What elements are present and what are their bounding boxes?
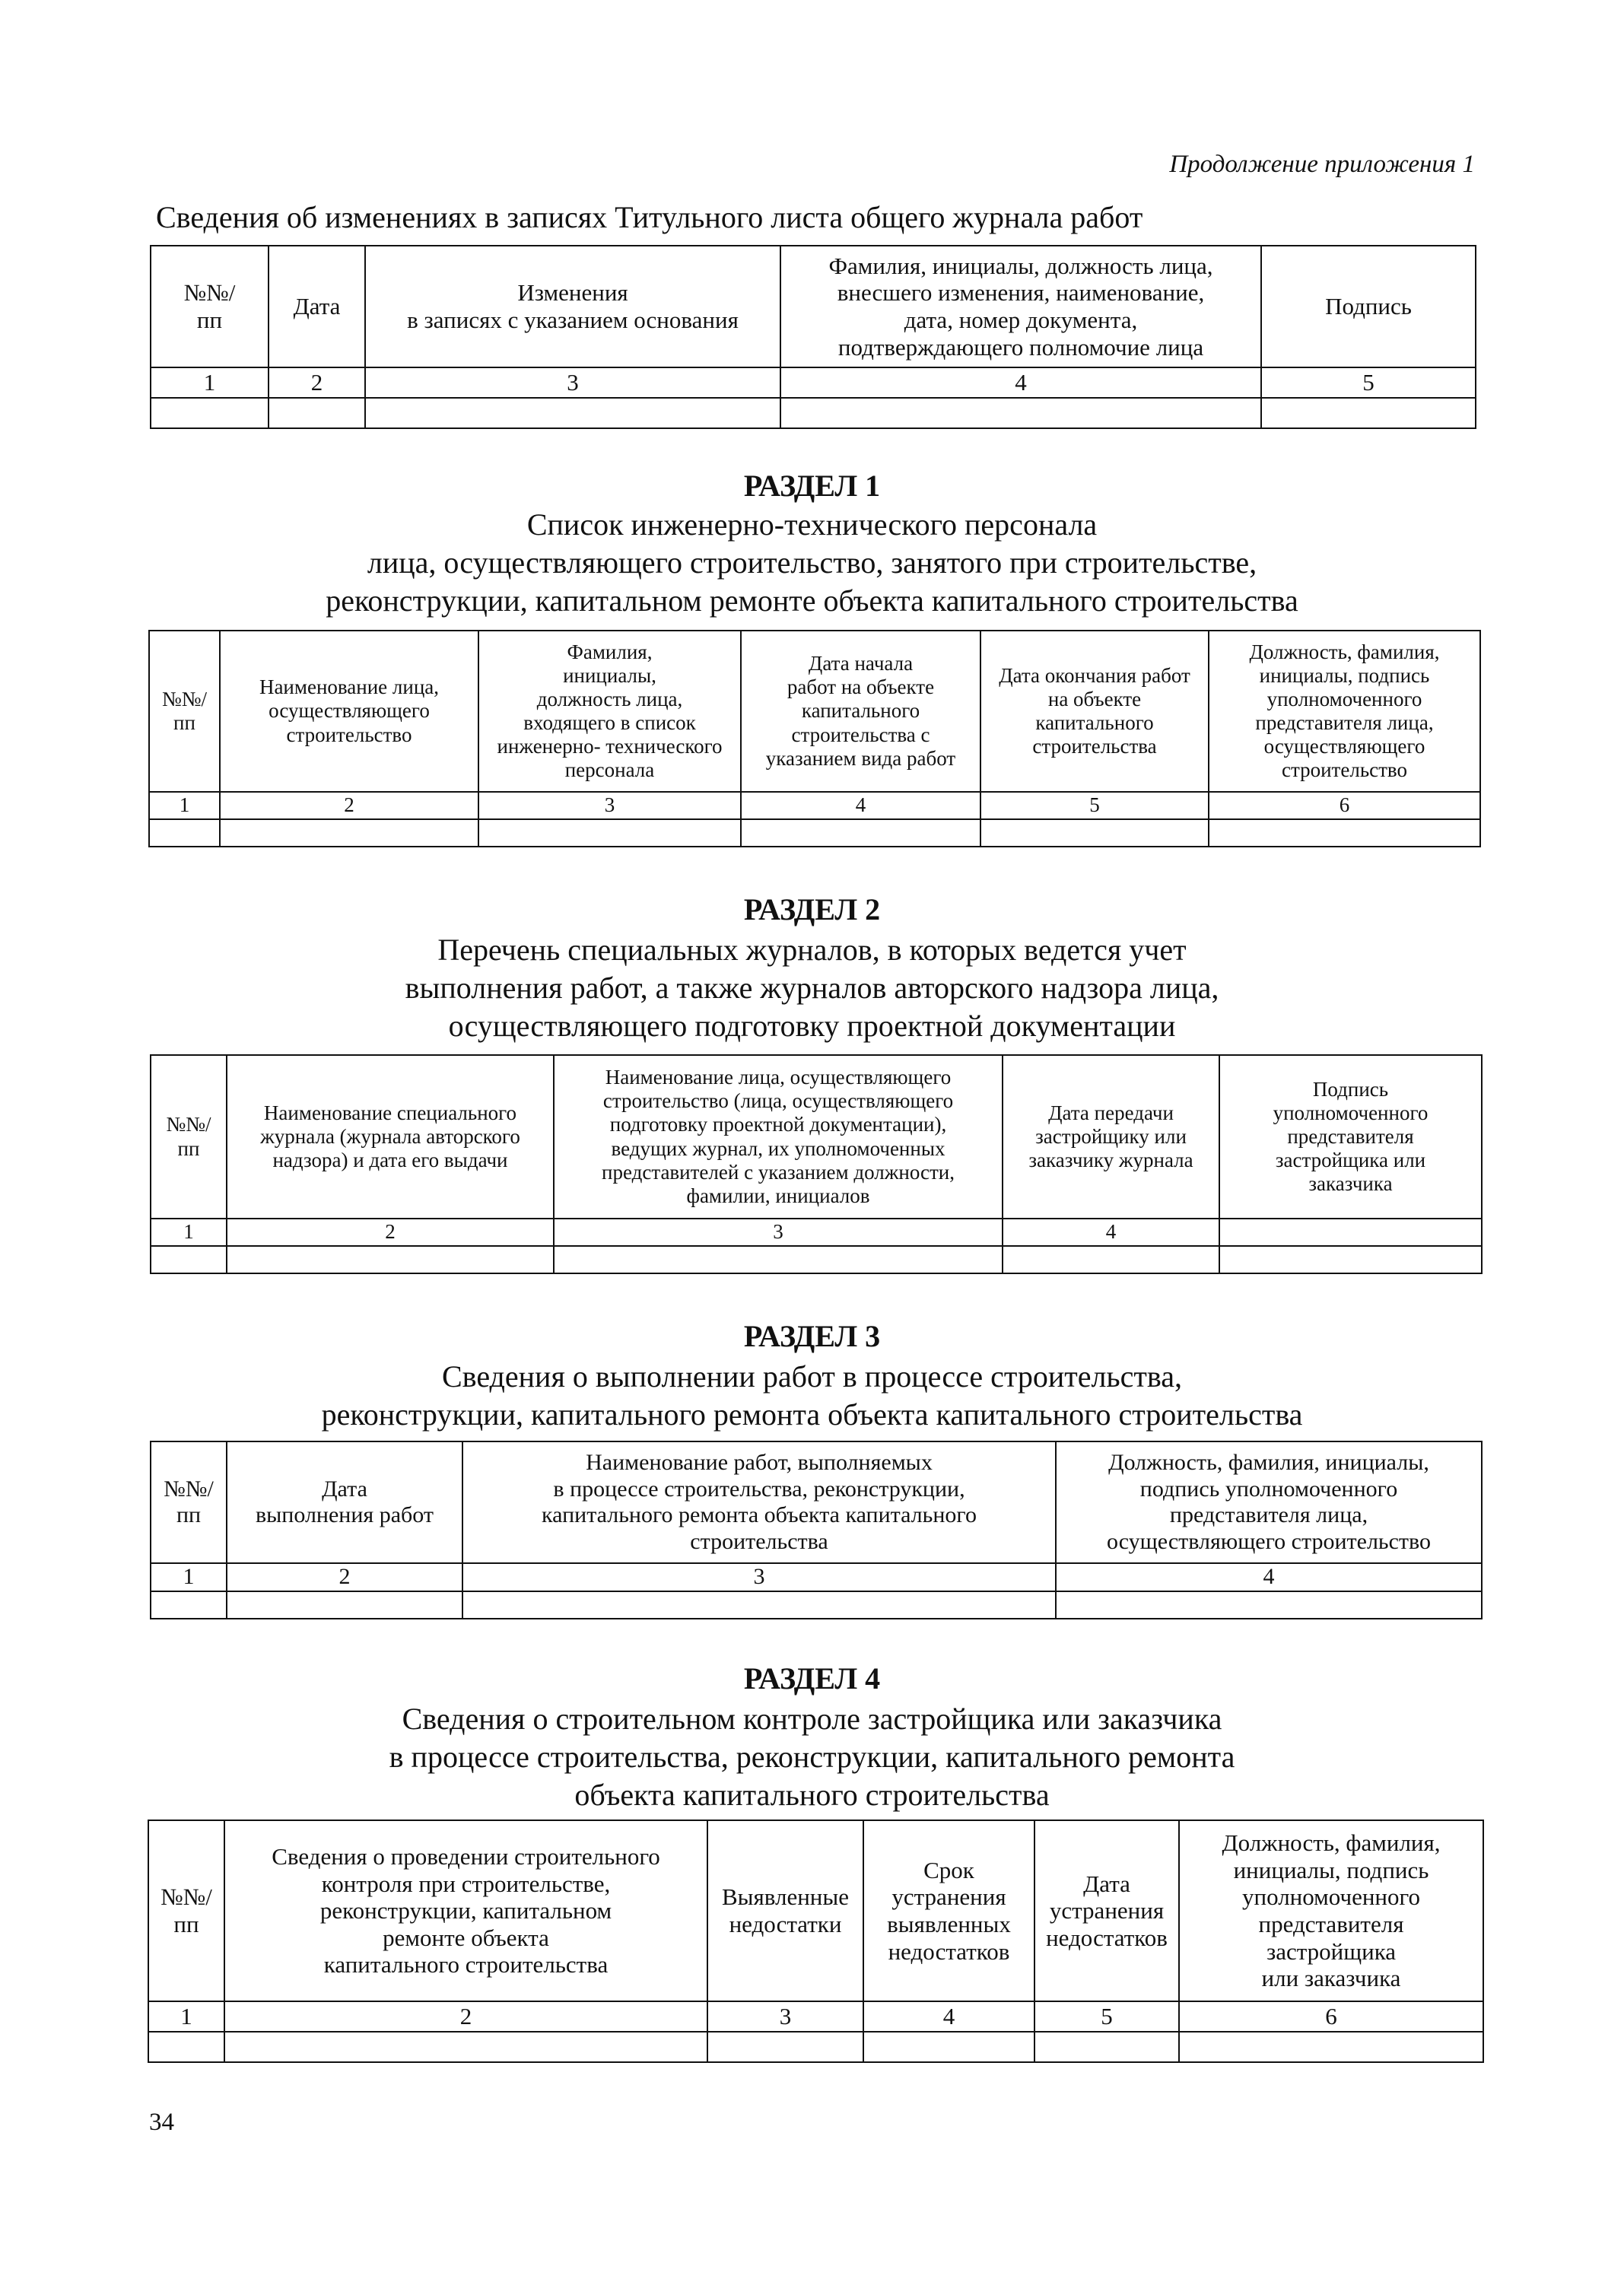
header-line: Наименование специального: [263, 1101, 517, 1124]
header-line: заказчика: [1308, 1172, 1393, 1196]
header-line: на объекте: [1047, 687, 1142, 710]
column-number-cell: 4: [741, 792, 980, 819]
header-line: уполномоченного: [1242, 1883, 1420, 1911]
column-number-cell: 4: [863, 2001, 1034, 2032]
header-cell: [780, 246, 1261, 367]
header-line: строительство: [1282, 758, 1407, 782]
header-line: должность лица,: [536, 687, 683, 710]
header-line: инициалы, подпись: [1233, 1856, 1429, 1883]
empty-cell[interactable]: [1179, 2032, 1483, 2062]
header-line: Срок: [923, 1856, 974, 1883]
empty-cell[interactable]: [269, 398, 365, 428]
header-line: выполнения работ: [255, 1502, 434, 1527]
header-line: пп: [173, 1911, 199, 1937]
empty-row: [151, 1591, 1482, 1619]
title-line: реконструкции, капитальном ремонте объекта капитального строительства: [326, 583, 1298, 618]
header-line: №№/: [160, 1883, 212, 1911]
header-line: строительство (лица, осуществляющего: [602, 1089, 954, 1113]
column-number-cell: 5: [1034, 2001, 1179, 2032]
column-number-cell: 2: [227, 1563, 462, 1591]
header-line: ремонте объекта: [383, 1924, 549, 1951]
column-number-cell: 4: [1003, 1219, 1219, 1246]
header-line: ведущих журнал, их уполномоченных: [611, 1136, 945, 1160]
header-row: [151, 246, 1476, 367]
header-line: пп: [177, 1136, 200, 1160]
header-line: строительства с: [791, 723, 930, 746]
empty-cell[interactable]: [780, 398, 1261, 428]
empty-row: [148, 2032, 1483, 2062]
header-line: уполномоченного: [1273, 1101, 1429, 1124]
number-row: [151, 1563, 1482, 1591]
header-line: недостатки: [729, 1911, 842, 1937]
header-line: представителя лица,: [1169, 1502, 1368, 1527]
header-cell: [1261, 246, 1476, 367]
header-line: внесшего изменения, наименование,: [837, 279, 1205, 307]
header-line: Выявленные: [722, 1883, 849, 1911]
header-cell: [1056, 1441, 1482, 1563]
empty-cell[interactable]: [1003, 1246, 1219, 1273]
header-line: №№/: [166, 1113, 211, 1136]
header-line: осуществляющего: [269, 699, 430, 723]
header-cell: [148, 1820, 224, 2001]
header-row: [151, 1441, 1482, 1563]
header-line: строительства: [1032, 735, 1157, 758]
header-line: инженерно- технического: [497, 735, 723, 758]
header-cell: [1219, 1055, 1482, 1219]
header-cell: [227, 1441, 462, 1563]
intro-title: Сведения об изменениях в записях Титульного листа общего журнала работ: [156, 200, 1143, 234]
header-cell: [220, 631, 478, 792]
header-cell: [151, 246, 269, 367]
header-line: в записях с указанием основания: [407, 307, 739, 333]
header-line: представителя лица,: [1255, 711, 1434, 734]
title-line: лица, осуществляющего строительство, занятого при строительстве,: [367, 545, 1257, 580]
header-line: заказчику журнала: [1028, 1149, 1193, 1172]
empty-cell[interactable]: [220, 819, 478, 847]
header-cell: [227, 1055, 554, 1219]
column-number-cell: 1: [151, 367, 269, 398]
column-number-cell: 3: [554, 1219, 1003, 1246]
column-number-cell: 3: [462, 1563, 1056, 1591]
empty-cell[interactable]: [707, 2032, 863, 2062]
empty-row: [151, 1246, 1482, 1273]
header-line: устранения: [1049, 1897, 1165, 1924]
header-line: №№/: [164, 1476, 214, 1502]
empty-cell[interactable]: [980, 819, 1209, 847]
column-number-cell: 6: [1209, 792, 1480, 819]
header-cell: [224, 1820, 707, 2001]
header-cell: [1003, 1055, 1219, 1219]
section2-title: [0, 931, 1624, 1045]
empty-cell[interactable]: [462, 1591, 1056, 1619]
column-number-cell: 2: [227, 1219, 554, 1246]
header-line: Дата: [1083, 1870, 1130, 1897]
section2-heading: РАЗДЕЛ 2: [743, 892, 881, 926]
header-line: Подпись: [1312, 1077, 1389, 1101]
empty-row: [151, 398, 1476, 428]
empty-row: [149, 819, 1480, 847]
header-row: [151, 1055, 1482, 1219]
header-line: пп: [196, 307, 223, 333]
header-line: капитального: [1035, 711, 1154, 734]
header-line: работ на объекте: [787, 675, 935, 699]
header-line: реконструкции, капитальном: [319, 1897, 612, 1924]
header-line: строительство: [286, 723, 412, 746]
header-cell: [462, 1441, 1056, 1563]
column-number-cell: 4: [1056, 1563, 1482, 1591]
column-number-cell: 1: [151, 1219, 227, 1246]
header-line: Наименование лица, осуществляющего: [605, 1066, 952, 1089]
header-cell: [478, 631, 741, 792]
header-line: представителей с указанием должности,: [602, 1160, 955, 1184]
title-line: Сведения о строительном контроле застройщика или заказчика: [402, 1702, 1222, 1736]
column-number-cell: 2: [220, 792, 478, 819]
title-line: Перечень специальных журналов, в которых ведется учет: [437, 933, 1187, 967]
header-cell: [151, 1055, 227, 1219]
column-number-cell: 5: [1261, 367, 1476, 398]
header-line: Дата начала: [808, 652, 914, 675]
number-row: [151, 1219, 1482, 1246]
header-line: Подпись: [1325, 293, 1412, 320]
header-line: указанием вида работ: [765, 746, 956, 770]
empty-cell[interactable]: [741, 819, 980, 847]
empty-cell[interactable]: [365, 398, 780, 428]
empty-cell[interactable]: [151, 1246, 227, 1273]
header-line: застройщика: [1266, 1937, 1397, 1965]
empty-cell[interactable]: [227, 1246, 554, 1273]
empty-cell[interactable]: [149, 819, 220, 847]
title-line: Список инженерно-технического персонала: [526, 507, 1098, 542]
header-line: в процессе строительства, реконструкции,: [553, 1476, 965, 1502]
section3-table: [150, 1441, 1483, 1619]
header-line: Дата передачи: [1048, 1101, 1174, 1124]
header-line: фамилии, инициалов: [686, 1184, 870, 1207]
header-line: №№/: [183, 279, 236, 307]
empty-cell[interactable]: [863, 2032, 1034, 2062]
header-cell: [707, 1820, 863, 2001]
header-row: [149, 631, 1480, 792]
empty-cell[interactable]: [1034, 2032, 1179, 2062]
header-line: застройщику или: [1035, 1124, 1187, 1148]
header-line: инициалы,: [563, 663, 656, 687]
header-line: недостатков: [888, 1937, 1010, 1965]
header-cell: [149, 631, 220, 792]
empty-cell[interactable]: [227, 1591, 462, 1619]
column-number-cell: 3: [707, 2001, 863, 2032]
column-number-cell: 6: [1179, 2001, 1483, 2032]
header-line: подтверждающего полномочие лица: [837, 333, 1204, 361]
header-line: подготовку проектной документации),: [609, 1113, 947, 1136]
header-line: №№/: [161, 687, 208, 710]
column-number-cell: 1: [151, 1563, 227, 1591]
section1-title: [0, 506, 1624, 620]
title-line: осуществляющего подготовку проектной документации: [448, 1009, 1176, 1043]
header-row: [148, 1820, 1483, 2001]
column-number-cell: 1: [149, 792, 220, 819]
header-cell: [365, 246, 780, 367]
empty-cell[interactable]: [1219, 1246, 1482, 1273]
section1-table: [148, 630, 1481, 847]
header-cell: [1179, 1820, 1483, 2001]
header-cell: [269, 246, 365, 367]
section4-heading: РАЗДЕЛ 4: [743, 1661, 881, 1696]
column-number-cell: 1: [148, 2001, 224, 2032]
header-line: дата, номер документа,: [904, 307, 1138, 333]
header-line: Дата окончания работ: [999, 663, 1190, 687]
header-line: представителя: [1258, 1911, 1404, 1937]
section4-title: [0, 1700, 1624, 1814]
header-line: недостатков: [1046, 1924, 1168, 1951]
header-line: пп: [176, 1502, 202, 1527]
empty-cell[interactable]: [1209, 819, 1480, 847]
header-line: или заказчика: [1261, 1965, 1401, 1992]
column-number-cell: [1219, 1219, 1482, 1246]
column-number-cell: 5: [980, 792, 1209, 819]
empty-cell[interactable]: [151, 1591, 227, 1619]
header-line: представителя: [1287, 1124, 1414, 1148]
intro-table: [150, 245, 1476, 429]
section4-table: [148, 1820, 1484, 2063]
title-line: реконструкции, капитального ремонта объекта капитального строительства: [321, 1397, 1303, 1432]
header-line: журнала (журнала авторского: [260, 1124, 520, 1148]
header-cell: [1209, 631, 1480, 792]
header-line: уполномоченного: [1266, 687, 1422, 710]
header-cell: [554, 1055, 1003, 1219]
header-cell: [151, 1441, 227, 1563]
header-line: Фамилия, инициалы, должность лица,: [828, 252, 1213, 279]
header-line: Изменения: [517, 279, 628, 307]
header-line: Должность, фамилия,: [1222, 1829, 1441, 1857]
empty-cell[interactable]: [1261, 398, 1476, 428]
column-number-cell: 2: [269, 367, 365, 398]
header-line: капитального: [801, 699, 920, 723]
section1-heading: РАЗДЕЛ 1: [743, 469, 881, 503]
header-line: надзора) и дата его выдачи: [272, 1149, 508, 1172]
header-line: Фамилия,: [567, 640, 653, 663]
section3-heading: РАЗДЕЛ 3: [743, 1319, 881, 1353]
header-cell: [1034, 1820, 1179, 2001]
header-line: строительства: [690, 1528, 828, 1554]
column-number-cell: 3: [478, 792, 741, 819]
title-line: Сведения о выполнении работ в процессе строительства,: [441, 1359, 1183, 1394]
number-row: [148, 2001, 1483, 2032]
header-line: капитального ремонта объекта капитального: [542, 1502, 977, 1527]
header-line: Сведения о проведении строительного: [272, 1842, 660, 1870]
header-line: осуществляющего: [1263, 735, 1425, 758]
section2-table: [150, 1054, 1483, 1274]
header-line: пп: [173, 711, 195, 734]
empty-cell[interactable]: [151, 398, 269, 428]
number-row: [151, 367, 1476, 398]
empty-cell[interactable]: [554, 1246, 1003, 1273]
header-cell: [863, 1820, 1034, 2001]
header-line: контроля при строительстве,: [321, 1870, 611, 1897]
number-row: [149, 792, 1480, 819]
header-line: Должность, фамилия,: [1249, 640, 1440, 663]
section3-title: [0, 1358, 1624, 1434]
header-line: Наименование работ, выполняемых: [586, 1450, 933, 1475]
page-number: 34: [149, 2109, 174, 2136]
header-line: персонала: [564, 758, 655, 782]
header-line: инициалы, подпись: [1259, 663, 1430, 687]
title-line: в процессе строительства, реконструкции, капитального ремонта: [389, 1740, 1235, 1774]
header-line: Дата: [293, 293, 341, 320]
empty-cell[interactable]: [224, 2032, 707, 2062]
header-line: Наименование лица,: [259, 675, 440, 699]
header-cell: [980, 631, 1209, 792]
header-cell: [741, 631, 980, 792]
column-number-cell: 4: [780, 367, 1261, 398]
continuation-label: Продолжение приложения 1: [1169, 151, 1475, 178]
header-line: подпись уполномоченного: [1139, 1476, 1398, 1502]
empty-cell[interactable]: [1056, 1591, 1482, 1619]
header-line: Дата: [322, 1476, 367, 1502]
column-number-cell: 2: [224, 2001, 707, 2032]
header-line: устранения: [891, 1883, 1006, 1911]
title-line: выполнения работ, а также журналов авторского надзора лица,: [405, 971, 1219, 1005]
header-line: входящего в список: [523, 711, 696, 734]
header-line: Должность, фамилия, инициалы,: [1108, 1450, 1429, 1475]
empty-cell[interactable]: [478, 819, 741, 847]
header-line: застройщика или: [1275, 1149, 1426, 1172]
header-line: осуществляющего строительство: [1107, 1528, 1431, 1554]
header-line: выявленных: [887, 1911, 1011, 1937]
column-number-cell: 3: [365, 367, 780, 398]
title-line: объекта капитального строительства: [574, 1778, 1050, 1812]
empty-cell[interactable]: [148, 2032, 224, 2062]
header-line: капитального строительства: [323, 1951, 609, 1978]
